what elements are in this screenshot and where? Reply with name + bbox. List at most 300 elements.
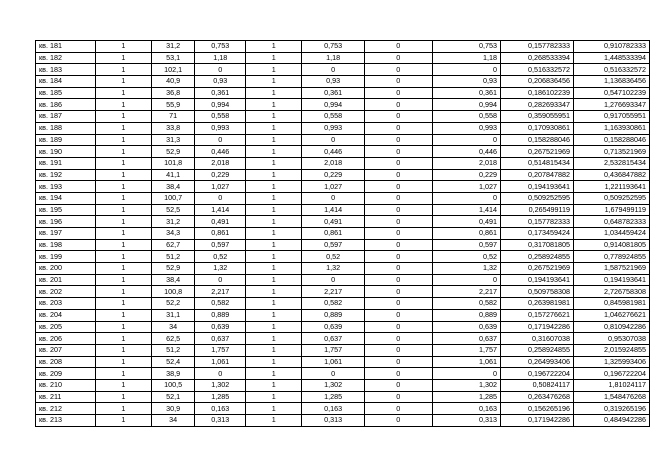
count-cell: 1: [95, 239, 151, 251]
share-cell: 0,263476268: [500, 391, 573, 403]
sum-cell: 1,221193641: [574, 181, 650, 193]
amount-cell: 0,93: [302, 76, 365, 88]
count-cell: 1: [95, 181, 151, 193]
apartment-cell: кв. 208: [36, 356, 96, 368]
zero-cell: 0: [364, 87, 432, 99]
table-row: [36, 391, 650, 403]
total-cell: 0,491: [432, 216, 500, 228]
table-row: [36, 111, 650, 123]
area-cell: 31,1: [152, 309, 195, 321]
sum-cell: 0,910782333: [574, 41, 650, 53]
zero-cell: 0: [364, 204, 432, 216]
count-cell: 1: [95, 216, 151, 228]
amount-cell: 0,639: [302, 321, 365, 333]
coef-cell: 1: [246, 344, 302, 356]
coef-cell: 1: [246, 379, 302, 391]
coef-cell: 1: [246, 286, 302, 298]
share-cell: 0,263981981: [500, 298, 573, 310]
zero-cell: 0: [364, 181, 432, 193]
count-cell: 1: [95, 134, 151, 146]
sum-cell: 0,516332572: [574, 64, 650, 76]
value-cell: 0: [195, 192, 246, 204]
table-row: [36, 379, 650, 391]
amount-cell: 1,061: [302, 356, 365, 368]
apartment-cell: кв. 213: [36, 415, 96, 427]
zero-cell: 0: [364, 403, 432, 415]
count-cell: 1: [95, 415, 151, 427]
table-row: [36, 368, 650, 380]
table-row: [36, 41, 650, 53]
value-cell: 0,582: [195, 298, 246, 310]
total-cell: 0,558: [432, 111, 500, 123]
coef-cell: 1: [246, 87, 302, 99]
zero-cell: 0: [364, 76, 432, 88]
share-cell: 0,264993406: [500, 356, 573, 368]
count-cell: 1: [95, 122, 151, 134]
zero-cell: 0: [364, 122, 432, 134]
coef-cell: 1: [246, 298, 302, 310]
total-cell: 2,018: [432, 157, 500, 169]
count-cell: 1: [95, 263, 151, 275]
total-cell: 0,582: [432, 298, 500, 310]
amount-cell: 0,361: [302, 87, 365, 99]
coef-cell: 1: [246, 321, 302, 333]
coef-cell: 1: [246, 134, 302, 146]
coef-cell: 1: [246, 309, 302, 321]
zero-cell: 0: [364, 146, 432, 158]
sum-cell: 0,917055951: [574, 111, 650, 123]
zero-cell: 0: [364, 99, 432, 111]
apartment-cell: кв. 186: [36, 99, 96, 111]
sum-cell: 0,194193641: [574, 274, 650, 286]
amount-cell: 1,027: [302, 181, 365, 193]
area-cell: 100,8: [152, 286, 195, 298]
zero-cell: 0: [364, 169, 432, 181]
total-cell: 0,163: [432, 403, 500, 415]
area-cell: 52,4: [152, 356, 195, 368]
total-cell: 0,229: [432, 169, 500, 181]
zero-cell: 0: [364, 134, 432, 146]
count-cell: 1: [95, 321, 151, 333]
zero-cell: 0: [364, 251, 432, 263]
value-cell: 0: [195, 274, 246, 286]
value-cell: 0,446: [195, 146, 246, 158]
apartment-cell: кв. 182: [36, 52, 96, 64]
value-cell: 1,757: [195, 344, 246, 356]
value-cell: 0,163: [195, 403, 246, 415]
total-cell: 1,32: [432, 263, 500, 275]
amount-cell: 0: [302, 64, 365, 76]
sum-cell: 1,679499119: [574, 204, 650, 216]
value-cell: 0,637: [195, 333, 246, 345]
amount-cell: 1,414: [302, 204, 365, 216]
zero-cell: 0: [364, 379, 432, 391]
value-cell: 0,558: [195, 111, 246, 123]
amount-cell: 1,32: [302, 263, 365, 275]
share-cell: 0,265499119: [500, 204, 573, 216]
table-row: [36, 228, 650, 240]
table-row: [36, 251, 650, 263]
amount-cell: 0,993: [302, 122, 365, 134]
zero-cell: 0: [364, 274, 432, 286]
value-cell: 0: [195, 368, 246, 380]
table-row: [36, 87, 650, 99]
count-cell: 1: [95, 146, 151, 158]
share-cell: 0,173459424: [500, 228, 573, 240]
amount-cell: 0,753: [302, 41, 365, 53]
count-cell: 1: [95, 192, 151, 204]
zero-cell: 0: [364, 41, 432, 53]
share-cell: 0,207847882: [500, 169, 573, 181]
share-cell: 0,317081805: [500, 239, 573, 251]
table-row: [36, 415, 650, 427]
sum-cell: 0,648782333: [574, 216, 650, 228]
coef-cell: 1: [246, 111, 302, 123]
amount-cell: 0,637: [302, 333, 365, 345]
zero-cell: 0: [364, 356, 432, 368]
coef-cell: 1: [246, 274, 302, 286]
sum-cell: 1,276693347: [574, 99, 650, 111]
amount-cell: 0: [302, 368, 365, 380]
area-cell: 62,7: [152, 239, 195, 251]
apartment-cell: кв. 190: [36, 146, 96, 158]
table-row: [36, 239, 650, 251]
count-cell: 1: [95, 286, 151, 298]
apartment-cell: кв. 206: [36, 333, 96, 345]
table-row: [36, 181, 650, 193]
apartment-cell: кв. 196: [36, 216, 96, 228]
total-cell: 1,061: [432, 356, 500, 368]
count-cell: 1: [95, 228, 151, 240]
amount-cell: 0,52: [302, 251, 365, 263]
amount-cell: 0,313: [302, 415, 365, 427]
value-cell: 2,018: [195, 157, 246, 169]
total-cell: 1,027: [432, 181, 500, 193]
total-cell: 0: [432, 134, 500, 146]
apartment-cell: кв. 203: [36, 298, 96, 310]
area-cell: 31,2: [152, 41, 195, 53]
area-cell: 100,7: [152, 192, 195, 204]
zero-cell: 0: [364, 228, 432, 240]
coef-cell: 1: [246, 169, 302, 181]
value-cell: 0,597: [195, 239, 246, 251]
share-cell: 0,196722204: [500, 368, 573, 380]
share-cell: 0,31607038: [500, 333, 573, 345]
area-cell: 52,9: [152, 263, 195, 275]
coef-cell: 1: [246, 356, 302, 368]
total-cell: 0,597: [432, 239, 500, 251]
apartment-cell: кв. 200: [36, 263, 96, 275]
apartment-cell: кв. 205: [36, 321, 96, 333]
table-row: [36, 99, 650, 111]
apartment-cell: кв. 192: [36, 169, 96, 181]
total-cell: 2,217: [432, 286, 500, 298]
count-cell: 1: [95, 99, 151, 111]
count-cell: 1: [95, 274, 151, 286]
value-cell: 0,639: [195, 321, 246, 333]
apartment-cell: кв. 198: [36, 239, 96, 251]
table-row: [36, 309, 650, 321]
zero-cell: 0: [364, 157, 432, 169]
apartment-cell: кв. 181: [36, 41, 96, 53]
count-cell: 1: [95, 368, 151, 380]
amount-cell: 1,757: [302, 344, 365, 356]
table-row: [36, 263, 650, 275]
total-cell: 0,313: [432, 415, 500, 427]
table-row: [36, 321, 650, 333]
amount-cell: 0,994: [302, 99, 365, 111]
area-cell: 40,9: [152, 76, 195, 88]
value-cell: 0: [195, 134, 246, 146]
area-cell: 52,9: [152, 146, 195, 158]
coef-cell: 1: [246, 181, 302, 193]
table-row: [36, 192, 650, 204]
count-cell: 1: [95, 204, 151, 216]
area-cell: 34: [152, 415, 195, 427]
apartment-cell: кв. 212: [36, 403, 96, 415]
value-cell: 0,993: [195, 122, 246, 134]
sum-cell: 0,778924855: [574, 251, 650, 263]
count-cell: 1: [95, 379, 151, 391]
value-cell: 0,361: [195, 87, 246, 99]
value-cell: 0,93: [195, 76, 246, 88]
table-row: [36, 298, 650, 310]
value-cell: 0,861: [195, 228, 246, 240]
apartment-cell: кв. 189: [36, 134, 96, 146]
table-row: [36, 169, 650, 181]
amount-cell: 0: [302, 274, 365, 286]
count-cell: 1: [95, 309, 151, 321]
share-cell: 0,282693347: [500, 99, 573, 111]
sum-cell: 1,034459424: [574, 228, 650, 240]
sum-cell: 1,163930861: [574, 122, 650, 134]
value-cell: 1,302: [195, 379, 246, 391]
area-cell: 31,3: [152, 134, 195, 146]
count-cell: 1: [95, 52, 151, 64]
area-cell: 52,2: [152, 298, 195, 310]
share-cell: 0,170930861: [500, 122, 573, 134]
amount-cell: 0,229: [302, 169, 365, 181]
total-cell: 1,414: [432, 204, 500, 216]
share-cell: 0,157782333: [500, 41, 573, 53]
total-cell: 0,637: [432, 333, 500, 345]
amount-cell: 0,491: [302, 216, 365, 228]
zero-cell: 0: [364, 111, 432, 123]
sum-cell: 1,587521969: [574, 263, 650, 275]
apartment-cell: кв. 184: [36, 76, 96, 88]
area-cell: 71: [152, 111, 195, 123]
sum-cell: 1,448533394: [574, 52, 650, 64]
coef-cell: 1: [246, 216, 302, 228]
value-cell: 1,027: [195, 181, 246, 193]
table-row: [36, 134, 650, 146]
zero-cell: 0: [364, 321, 432, 333]
apartment-cell: кв. 209: [36, 368, 96, 380]
coef-cell: 1: [246, 403, 302, 415]
amount-cell: 0: [302, 134, 365, 146]
sum-cell: 2,015924855: [574, 344, 650, 356]
count-cell: 1: [95, 403, 151, 415]
coef-cell: 1: [246, 391, 302, 403]
sum-cell: 0,484942286: [574, 415, 650, 427]
amount-cell: 0,889: [302, 309, 365, 321]
total-cell: 0: [432, 274, 500, 286]
amount-cell: 0,446: [302, 146, 365, 158]
coef-cell: 1: [246, 146, 302, 158]
apartment-cell: кв. 202: [36, 286, 96, 298]
share-cell: 0,516332572: [500, 64, 573, 76]
total-cell: 0,993: [432, 122, 500, 134]
apartment-cell: кв. 187: [36, 111, 96, 123]
value-cell: 0,994: [195, 99, 246, 111]
zero-cell: 0: [364, 391, 432, 403]
count-cell: 1: [95, 391, 151, 403]
total-cell: 1,285: [432, 391, 500, 403]
coef-cell: 1: [246, 368, 302, 380]
count-cell: 1: [95, 356, 151, 368]
share-cell: 0,171942286: [500, 415, 573, 427]
total-cell: 0: [432, 368, 500, 380]
zero-cell: 0: [364, 368, 432, 380]
sum-cell: 1,046276621: [574, 309, 650, 321]
area-cell: 41,1: [152, 169, 195, 181]
area-cell: 53,1: [152, 52, 195, 64]
total-cell: 0,446: [432, 146, 500, 158]
zero-cell: 0: [364, 286, 432, 298]
share-cell: 0,267521969: [500, 263, 573, 275]
zero-cell: 0: [364, 216, 432, 228]
area-cell: 36,8: [152, 87, 195, 99]
amount-cell: 1,285: [302, 391, 365, 403]
value-cell: 0: [195, 64, 246, 76]
coef-cell: 1: [246, 333, 302, 345]
zero-cell: 0: [364, 415, 432, 427]
apartment-cell: кв. 195: [36, 204, 96, 216]
total-cell: 0,93: [432, 76, 500, 88]
share-cell: 0,158288046: [500, 134, 573, 146]
apartment-cell: кв. 188: [36, 122, 96, 134]
zero-cell: 0: [364, 239, 432, 251]
area-cell: 38,4: [152, 181, 195, 193]
share-cell: 0,359055951: [500, 111, 573, 123]
coef-cell: 1: [246, 204, 302, 216]
count-cell: 1: [95, 64, 151, 76]
area-cell: 34: [152, 321, 195, 333]
share-cell: 0,50824117: [500, 379, 573, 391]
share-cell: 0,186102239: [500, 87, 573, 99]
coef-cell: 1: [246, 99, 302, 111]
table-row: [36, 64, 650, 76]
count-cell: 1: [95, 41, 151, 53]
table-row: [36, 286, 650, 298]
count-cell: 1: [95, 298, 151, 310]
apartment-cell: кв. 199: [36, 251, 96, 263]
area-cell: 51,2: [152, 344, 195, 356]
count-cell: 1: [95, 169, 151, 181]
share-cell: 0,509252595: [500, 192, 573, 204]
zero-cell: 0: [364, 298, 432, 310]
apartment-cell: кв. 197: [36, 228, 96, 240]
sum-cell: 0,845981981: [574, 298, 650, 310]
sum-cell: 1,548476268: [574, 391, 650, 403]
amount-cell: 0,582: [302, 298, 365, 310]
count-cell: 1: [95, 111, 151, 123]
apartment-cell: кв. 194: [36, 192, 96, 204]
share-cell: 0,157276621: [500, 309, 573, 321]
amount-cell: 0,163: [302, 403, 365, 415]
value-cell: 0,753: [195, 41, 246, 53]
share-cell: 0,514815434: [500, 157, 573, 169]
area-cell: 33,8: [152, 122, 195, 134]
sum-cell: 2,532815434: [574, 157, 650, 169]
coef-cell: 1: [246, 192, 302, 204]
zero-cell: 0: [364, 333, 432, 345]
sum-cell: 0,196722204: [574, 368, 650, 380]
table-row: [36, 216, 650, 228]
amount-cell: 1,18: [302, 52, 365, 64]
amount-cell: 0: [302, 192, 365, 204]
total-cell: 1,757: [432, 344, 500, 356]
total-cell: 0,361: [432, 87, 500, 99]
zero-cell: 0: [364, 52, 432, 64]
total-cell: 0,994: [432, 99, 500, 111]
total-cell: 0,889: [432, 309, 500, 321]
table-row: [36, 76, 650, 88]
share-cell: 0,258924855: [500, 344, 573, 356]
sum-cell: 2,726758308: [574, 286, 650, 298]
apartment-cell: кв. 210: [36, 379, 96, 391]
total-cell: 1,18: [432, 52, 500, 64]
amount-cell: 1,302: [302, 379, 365, 391]
sum-cell: 0,914081805: [574, 239, 650, 251]
value-cell: 0,889: [195, 309, 246, 321]
table-row: [36, 403, 650, 415]
total-cell: 0: [432, 64, 500, 76]
value-cell: 1,32: [195, 263, 246, 275]
area-cell: 51,2: [152, 251, 195, 263]
value-cell: 1,18: [195, 52, 246, 64]
area-cell: 38,4: [152, 274, 195, 286]
area-cell: 30,9: [152, 403, 195, 415]
amount-cell: 2,018: [302, 157, 365, 169]
sum-cell: 0,509252595: [574, 192, 650, 204]
zero-cell: 0: [364, 64, 432, 76]
apartment-cell: кв. 183: [36, 64, 96, 76]
table-row: [36, 204, 650, 216]
coef-cell: 1: [246, 41, 302, 53]
count-cell: 1: [95, 251, 151, 263]
area-cell: 102,1: [152, 64, 195, 76]
sum-cell: 1,136836456: [574, 76, 650, 88]
sum-cell: 0,810942286: [574, 321, 650, 333]
count-cell: 1: [95, 76, 151, 88]
zero-cell: 0: [364, 192, 432, 204]
value-cell: 2,217: [195, 286, 246, 298]
apartment-cell: кв. 191: [36, 157, 96, 169]
area-cell: 101,8: [152, 157, 195, 169]
total-cell: 0,861: [432, 228, 500, 240]
share-cell: 0,258924855: [500, 251, 573, 263]
sum-cell: 1,81024117: [574, 379, 650, 391]
share-cell: 0,267521969: [500, 146, 573, 158]
table-row: [36, 157, 650, 169]
count-cell: 1: [95, 157, 151, 169]
value-cell: 0,52: [195, 251, 246, 263]
apartment-cell: кв. 211: [36, 391, 96, 403]
value-cell: 1,061: [195, 356, 246, 368]
share-cell: 0,194193641: [500, 274, 573, 286]
total-cell: 0: [432, 192, 500, 204]
